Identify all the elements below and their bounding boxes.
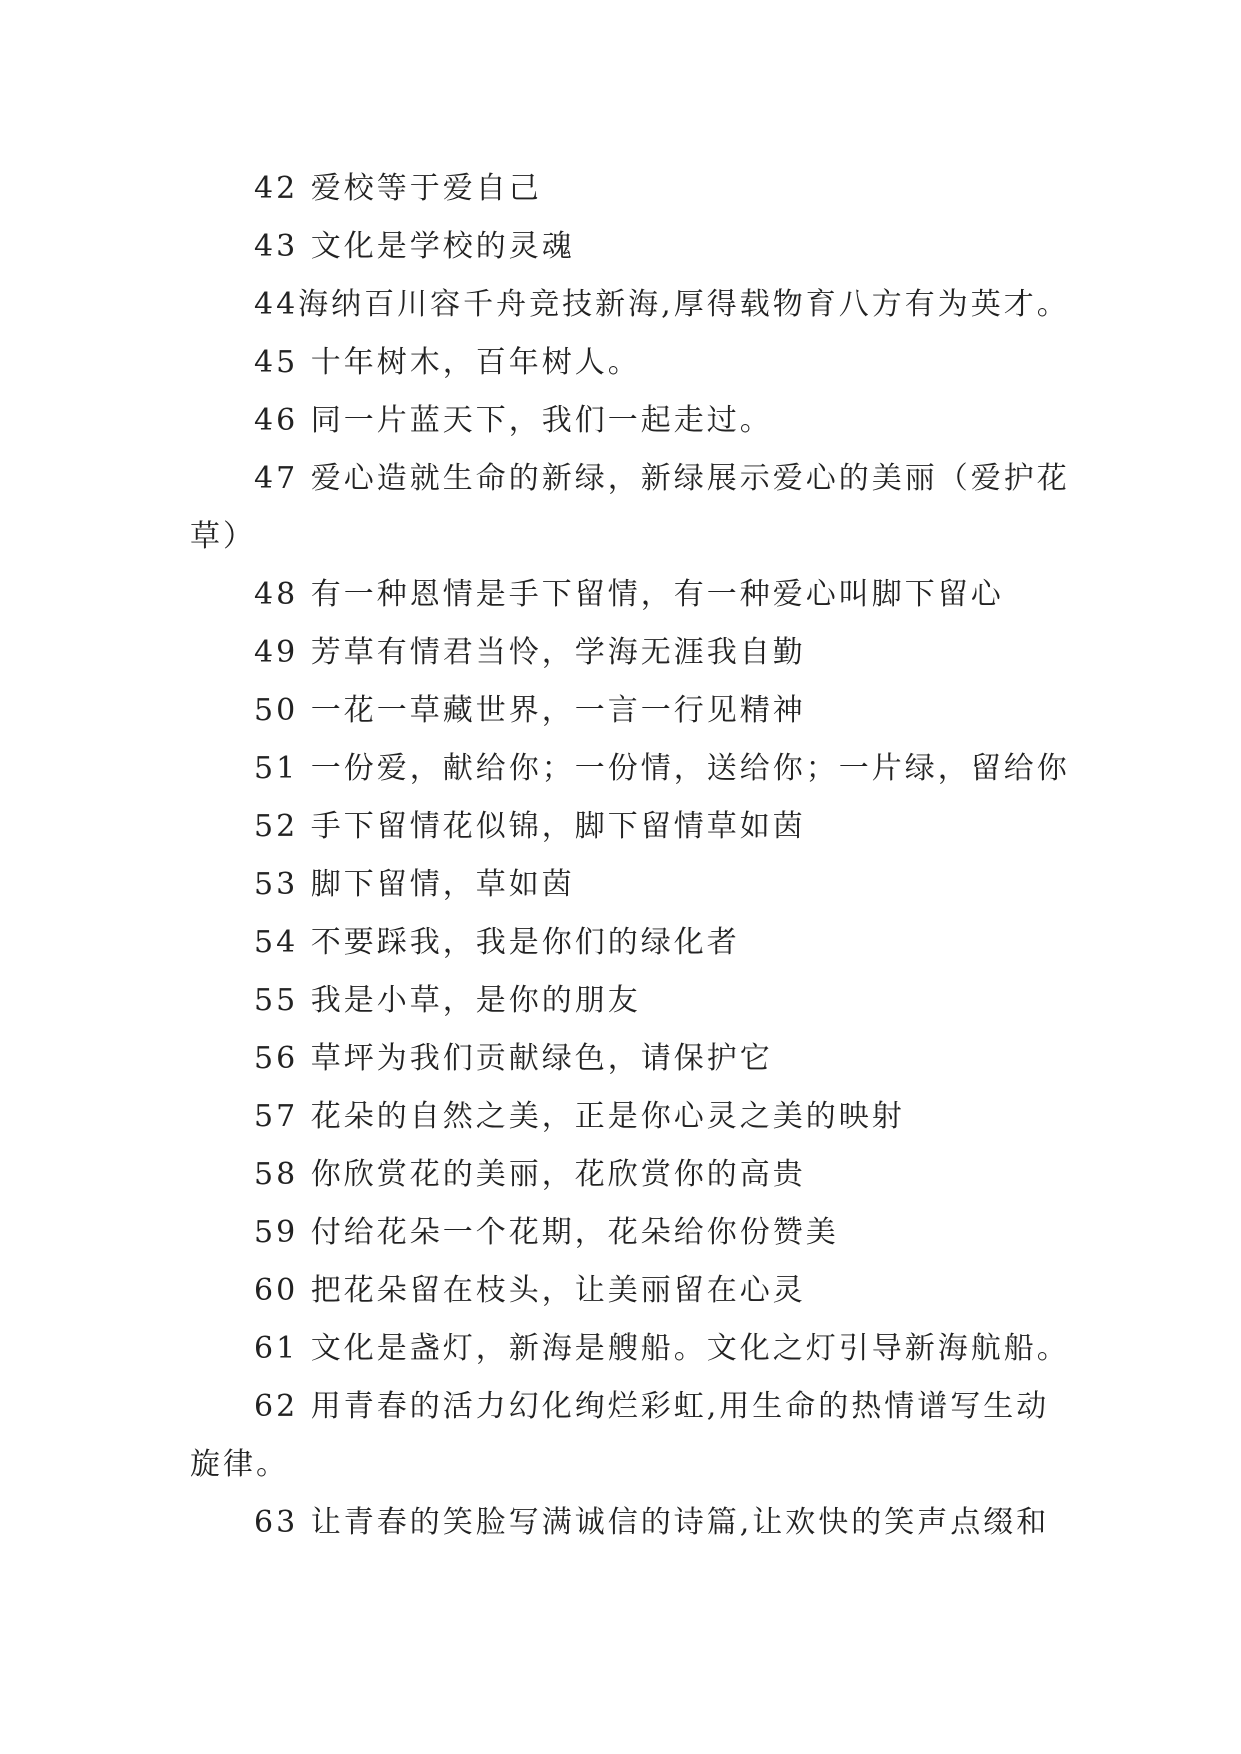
- slogan-line-54: 54 不要踩我，我是你们的绿化者: [254, 925, 740, 960]
- slogan-line-59: 59 付给花朵一个花期，花朵给你份赞美: [254, 1215, 839, 1250]
- slogan-line-62-continuation: 旋律。: [190, 1447, 289, 1482]
- slogan-line-61: 61 文化是盏灯，新海是艘船。文化之灯引导新海航船。: [254, 1331, 1070, 1366]
- document-body: [190, 160, 1070, 1552]
- slogan-line-50: 50 一花一草藏世界，一言一行见精神: [254, 693, 806, 728]
- slogan-line-58: 58 你欣赏花的美丽，花欣赏你的高贵: [254, 1157, 806, 1192]
- slogan-line-62: 62 用青春的活力幻化绚烂彩虹,用生命的热情谱写生动: [254, 1389, 1050, 1424]
- slogan-line-46: 46 同一片蓝天下，我们一起走过。: [254, 403, 773, 438]
- slogan-line-63: 63 让青春的笑脸写满诚信的诗篇,让欢快的笑声点缀和: [254, 1505, 1050, 1540]
- slogan-line-45: 45 十年树木，百年树人。: [254, 345, 641, 380]
- slogan-line-55: 55 我是小草，是你的朋友: [254, 983, 641, 1018]
- slogan-line-49: 49 芳草有情君当怜，学海无涯我自勤: [254, 635, 806, 670]
- slogan-line-56: 56 草坪为我们贡献绿色，请保护它: [254, 1041, 773, 1076]
- slogan-line-48: 48 有一种恩情是手下留情，有一种爱心叫脚下留心: [254, 577, 1004, 612]
- slogan-line-60: 60 把花朵留在枝头，让美丽留在心灵: [254, 1273, 806, 1308]
- slogan-line-47-continuation: 草）: [190, 519, 256, 554]
- slogan-line-52: 52 手下留情花似锦，脚下留情草如茵: [254, 809, 806, 844]
- slogan-line-57: 57 花朵的自然之美，正是你心灵之美的映射: [254, 1099, 905, 1134]
- slogan-line-51: 51 一份爱，献给你；一份情，送给你；一片绿，留给你: [254, 751, 1070, 786]
- slogan-line-53: 53 脚下留情，草如茵: [254, 867, 575, 902]
- slogan-line-47: 47 爱心造就生命的新绿，新绿展示爱心的美丽（爱护花: [254, 461, 1070, 496]
- slogan-line-44: 44海纳百川容千舟竞技新海,厚得载物育八方有为英才。: [254, 287, 1070, 322]
- slogan-line-43: 43 文化是学校的灵魂: [254, 229, 575, 264]
- slogan-line-42: 42 爱校等于爱自己: [254, 171, 542, 206]
